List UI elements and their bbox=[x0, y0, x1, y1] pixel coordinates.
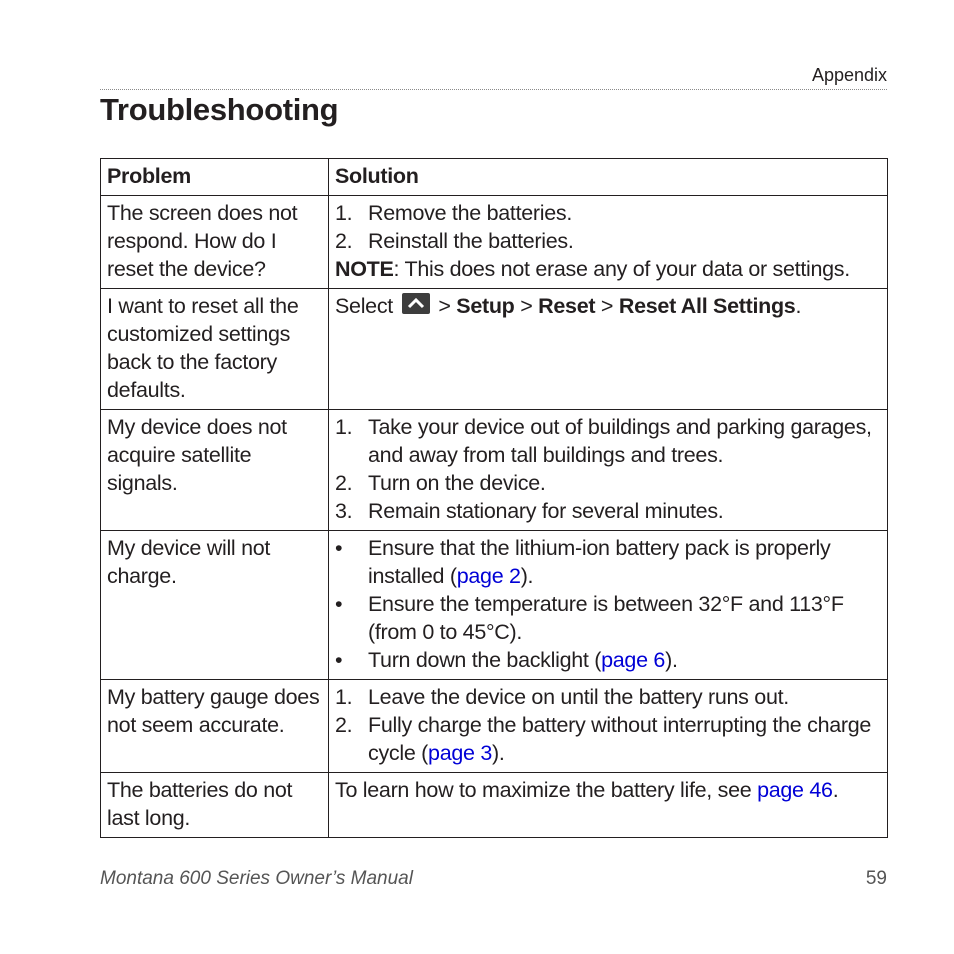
page-2-link[interactable]: page 2 bbox=[456, 564, 521, 588]
step-item bbox=[335, 199, 881, 227]
page-3-link[interactable]: page 3 bbox=[428, 741, 492, 765]
table-row bbox=[101, 196, 888, 289]
menu-separator: > bbox=[600, 294, 614, 318]
step-item bbox=[335, 711, 881, 767]
table-row bbox=[101, 680, 888, 773]
problem-cell: I want to reset all the customized settings back to the factory defaults. bbox=[101, 289, 329, 410]
section-name: Appendix bbox=[811, 65, 887, 85]
problem-cell: The screen does not respond. How do I reset the device? bbox=[101, 196, 329, 289]
bullet-item bbox=[335, 534, 881, 590]
step-text: Leave the device on until the battery runs out. bbox=[368, 685, 789, 709]
note-text: : This does not erase any of your data or settings. bbox=[393, 257, 850, 281]
menu-reset: Reset bbox=[538, 294, 596, 318]
solution-text-end: . bbox=[832, 778, 839, 802]
step-text: Turn on the device. bbox=[368, 471, 546, 495]
step-text: Remain stationary for several minutes. bbox=[368, 499, 724, 523]
menu-reset-all-settings: Reset All Settings bbox=[618, 294, 796, 318]
bullet-text: Ensure the temperature is between 32°F and 113°F (from 0 to 45°C). bbox=[368, 592, 844, 644]
problem-column-header: Problem bbox=[101, 159, 329, 196]
step-item bbox=[335, 227, 881, 255]
menu-setup: Setup bbox=[456, 294, 515, 318]
step-text: Remove the batteries. bbox=[368, 201, 573, 225]
bullet-mark: • bbox=[335, 648, 343, 672]
page-46-link[interactable]: page 46 bbox=[757, 778, 833, 802]
step-number: 2. bbox=[335, 471, 353, 495]
solution-text: To learn how to maximize the battery life, see bbox=[335, 778, 758, 802]
bullet-item bbox=[335, 646, 881, 674]
note-label: NOTE bbox=[335, 257, 394, 281]
solution-cell bbox=[329, 773, 888, 838]
page-number: 59 bbox=[865, 868, 887, 889]
manual-title: Montana 600 Series Owner’s Manual bbox=[100, 868, 413, 889]
step-text: Reinstall the batteries. bbox=[368, 229, 574, 253]
bullet-text: Turn down the backlight ( bbox=[368, 648, 602, 672]
step-number: 1. bbox=[335, 685, 353, 709]
note bbox=[335, 255, 881, 283]
home-icon bbox=[402, 293, 430, 314]
page-title: Troubleshooting bbox=[100, 92, 339, 127]
running-head bbox=[100, 62, 887, 90]
problem-cell: My battery gauge does not seem accurate. bbox=[101, 680, 329, 773]
problem-cell: My device will not charge. bbox=[101, 531, 329, 680]
solution-cell bbox=[329, 289, 888, 410]
step-item bbox=[335, 683, 881, 711]
table-header-row bbox=[101, 159, 888, 196]
bullet-item bbox=[335, 590, 881, 646]
step-item bbox=[335, 413, 881, 469]
step-number: 2. bbox=[335, 229, 353, 253]
step-text-end: ). bbox=[492, 741, 505, 765]
table-row bbox=[101, 410, 888, 531]
period: . bbox=[795, 294, 802, 318]
table-row bbox=[101, 531, 888, 680]
troubleshooting-table bbox=[100, 158, 888, 838]
step-number: 3. bbox=[335, 499, 353, 523]
menu-separator: > bbox=[438, 294, 451, 318]
solution-cell bbox=[329, 531, 888, 680]
table-row bbox=[101, 773, 888, 838]
bullet-mark: • bbox=[335, 592, 343, 616]
problem-cell: The batteries do not last long. bbox=[101, 773, 329, 838]
solution-cell bbox=[329, 680, 888, 773]
step-text: Fully charge the battery without interrupting the charge cycle ( bbox=[368, 713, 872, 765]
step-text: Take your device out of buildings and parking garages, and away from tall buildings and trees. bbox=[368, 415, 872, 467]
solution-cell bbox=[329, 410, 888, 531]
step-number: 2. bbox=[335, 713, 353, 737]
step-number: 1. bbox=[335, 201, 353, 225]
bullet-mark: • bbox=[335, 536, 343, 560]
step-item bbox=[335, 497, 881, 525]
table-row bbox=[101, 289, 888, 410]
select-word: Select bbox=[335, 294, 393, 318]
solution-column-header: Solution bbox=[329, 159, 888, 196]
menu-separator: > bbox=[520, 294, 533, 318]
step-number: 1. bbox=[335, 415, 353, 439]
bullet-text-end: ). bbox=[665, 648, 678, 672]
step-item bbox=[335, 469, 881, 497]
bullet-text-end: ). bbox=[520, 564, 534, 588]
bullet-text: Ensure that the lithium-ion battery pack is properly installed ( bbox=[368, 536, 831, 588]
page-6-link[interactable]: page 6 bbox=[601, 648, 666, 672]
solution-cell bbox=[329, 196, 888, 289]
problem-cell: My device does not acquire satellite signals. bbox=[101, 410, 329, 531]
